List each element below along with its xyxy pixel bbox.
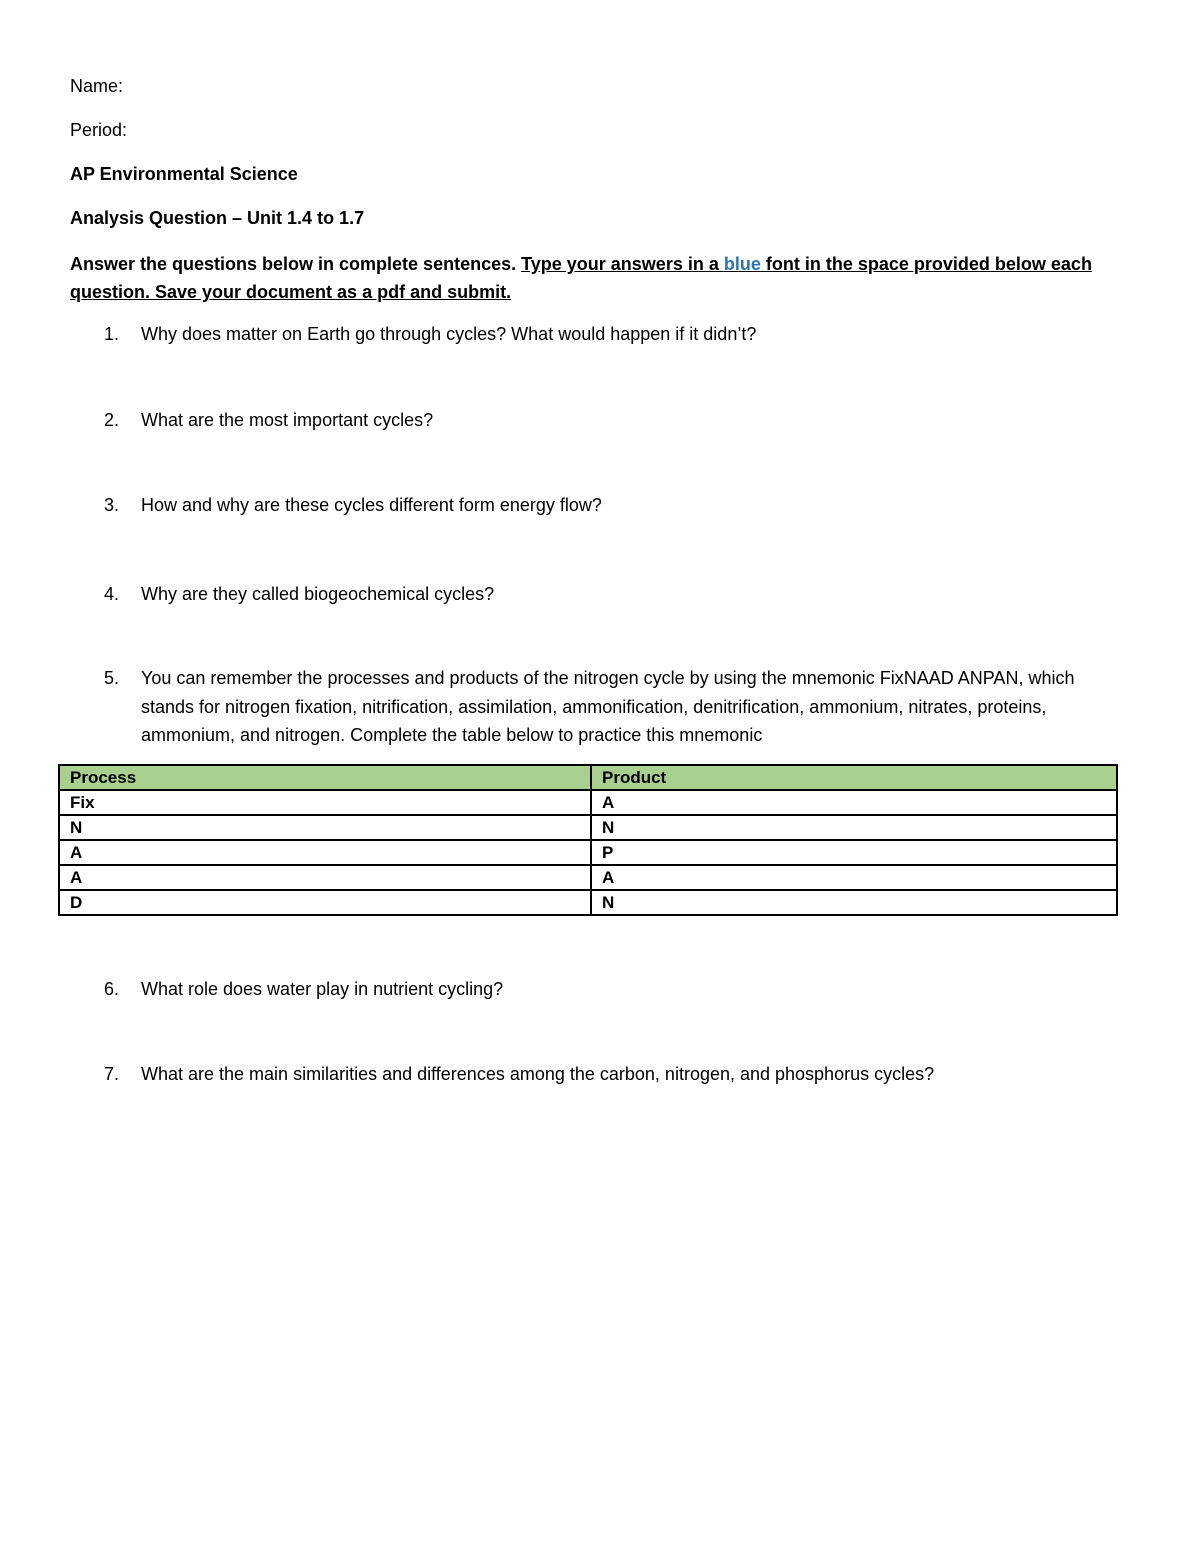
- question-number: 4.: [104, 584, 120, 604]
- process-cell: D: [59, 890, 591, 915]
- course-title: AP Environmental Science: [70, 164, 298, 184]
- question-number: 6.: [104, 979, 120, 999]
- question-3: [70, 491, 1130, 520]
- question-number: 7.: [104, 1064, 120, 1084]
- question-text: Why are they called biogeochemical cycles?: [141, 584, 495, 604]
- product-cell: A: [591, 865, 1117, 890]
- table-row: [59, 865, 1117, 890]
- question-number: 1.: [104, 324, 120, 344]
- name-label: Name:: [70, 76, 124, 96]
- question-2: [70, 406, 1130, 435]
- question-5: [70, 664, 1130, 750]
- question-4: [70, 580, 1130, 609]
- table-row: [59, 815, 1117, 840]
- product-cell: N: [591, 890, 1117, 915]
- table-row: [59, 890, 1117, 915]
- question-number: 3.: [104, 495, 120, 515]
- instructions: [70, 250, 1130, 306]
- product-cell: P: [591, 840, 1117, 865]
- product-cell: N: [591, 815, 1117, 840]
- question-number: 2.: [104, 410, 120, 430]
- question-number: 5.: [104, 668, 120, 688]
- question-6: [70, 975, 1130, 1004]
- question-text: How and why are these cycles different form energy flow?: [141, 495, 602, 515]
- process-cell: A: [59, 840, 591, 865]
- header-product: Product: [591, 765, 1117, 790]
- instructions-text-3: font in the space provided below each question. Save your document as a pdf and submit.: [70, 254, 1092, 302]
- instructions-text-2: Type your answers in a: [521, 254, 724, 274]
- process-cell: A: [59, 865, 591, 890]
- question-text: What are the most important cycles?: [141, 410, 434, 430]
- table-row: [59, 790, 1117, 815]
- mnemonic-table: [58, 764, 1118, 916]
- process-cell: Fix: [59, 790, 591, 815]
- instructions-text: Answer the questions below in complete sentences.: [70, 254, 522, 274]
- product-cell: A: [591, 790, 1117, 815]
- process-cell: N: [59, 815, 591, 840]
- question-text: You can remember the processes and products of the nitrogen cycle by using the mnemonic FixNAAD ANPAN, which stands for nitrogen fixation, nitrification, assimilation, ammonification, denitrification, ammonium, nitrates, proteins, ammonium, and nitrogen. Complete the table below to practice this mnemonic: [141, 668, 1075, 745]
- table-header-row: [59, 765, 1117, 790]
- table-row: [59, 840, 1117, 865]
- question-text: What role does water play in nutrient cycling?: [141, 979, 504, 999]
- period-label: Period:: [70, 120, 128, 140]
- question-text: What are the main similarities and differences among the carbon, nitrogen, and phosphorus cycles?: [141, 1064, 935, 1084]
- question-7: [70, 1060, 1130, 1089]
- header-process: Process: [59, 765, 591, 790]
- question-1: [70, 320, 1130, 349]
- question-text: Why does matter on Earth go through cycles? What would happen if it didn’t?: [141, 324, 757, 344]
- assignment-title: Analysis Question – Unit 1.4 to 1.7: [70, 208, 365, 228]
- blue-word: blue: [723, 254, 761, 274]
